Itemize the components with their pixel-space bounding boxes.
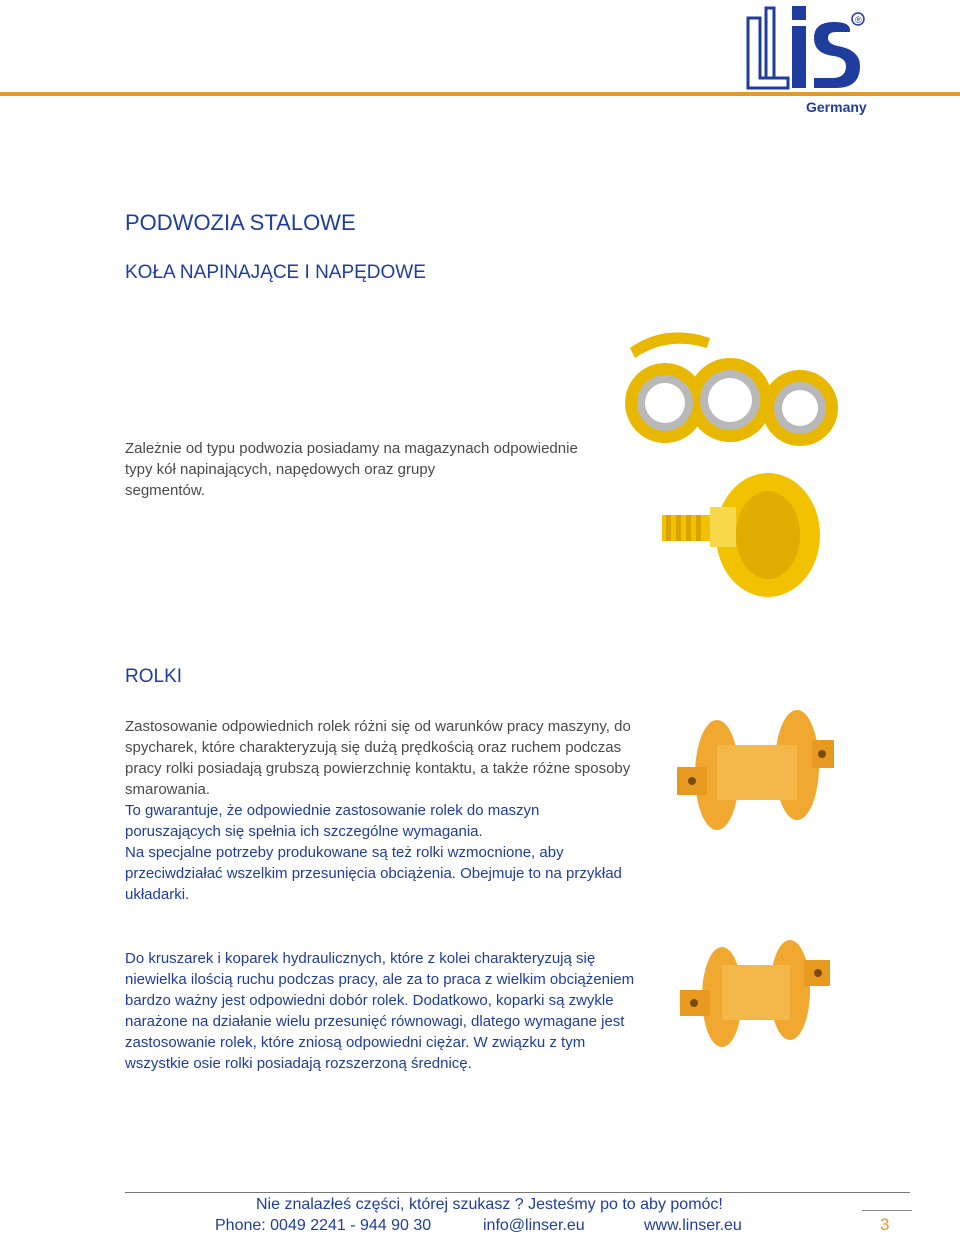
rollers-paragraph-1: Zastosowanie odpowiednich rolek różni się od warunków pracy maszyny, do spycharek, które charakteryzują się dużą prędkością oraz ruchem podczas pracy rolki posiadają grubszą powierzchnię kontaktu, a także różne sposoby smarowania. bbox=[125, 718, 631, 798]
logo-subtitle: Germany bbox=[806, 99, 867, 115]
idler-wheel-image bbox=[650, 455, 830, 600]
section-title-steel-undercarriage: PODWOZIA STALOWE bbox=[125, 210, 356, 235]
lis-germany-logo bbox=[738, 0, 868, 120]
page-number: 3 bbox=[880, 1215, 890, 1234]
section-subtitle-idlers-sprockets: KOŁA NAPINAJĄCE I NAPĘDOWE bbox=[125, 262, 426, 283]
track-roller-image-2 bbox=[672, 935, 837, 1055]
intro-paragraph: Zależnie od typu podwozia posiadamy na magazynach odpowiednie typy kół napinających, napędowych oraz grupy segmentów. bbox=[125, 440, 578, 499]
rollers-paragraph-2: To gwarantuje, że odpowiednie zastosowanie rolek do maszyn poruszających się spełnia ich szczególne wymagania. bbox=[125, 802, 540, 840]
track-roller-image-1 bbox=[672, 705, 837, 840]
rollers-paragraph-4: Do kruszarek i koparek hydraulicznych, które z kolei charakteryzują się niewielka ilością ruchu podczas pracy, ale za to praca z wielkim obciążeniem bardzo ważny jest odpowiedni dobór rolek. Dodatkowo, koparki są zwykle narażone na działanie wielu przesunięć równowagi, dlatego wymagane jest zastosowanie rolek, które zniosą odpowiedni ciężar. W związku z tym wszystkie osie rolki posiadają rozszerzoną średnicę. bbox=[125, 950, 635, 1072]
footer-website-link[interactable]: www.linser.eu bbox=[644, 1217, 742, 1234]
footer-email-link[interactable]: info@linser.eu bbox=[483, 1217, 585, 1234]
registered-mark: ® bbox=[855, 15, 862, 25]
footer-question: Nie znalazłeś części, której szukasz ? Jesteśmy po to aby pomóc! bbox=[256, 1196, 723, 1213]
sprocket-segments-image bbox=[625, 318, 840, 458]
page-number-rule bbox=[862, 1210, 912, 1211]
footer-phone: Phone: 0049 2241 - 944 90 30 bbox=[215, 1217, 432, 1234]
rollers-paragraph-3: Na specjalne potrzeby produkowane są też rolki wzmocnione, aby przeciwdziałać wszelkim przesunięcia obciążenia. Obejmuje to na przykład układarki. bbox=[125, 844, 622, 903]
footer-rule bbox=[125, 1192, 910, 1193]
section-title-rollers: ROLKI bbox=[125, 666, 183, 687]
